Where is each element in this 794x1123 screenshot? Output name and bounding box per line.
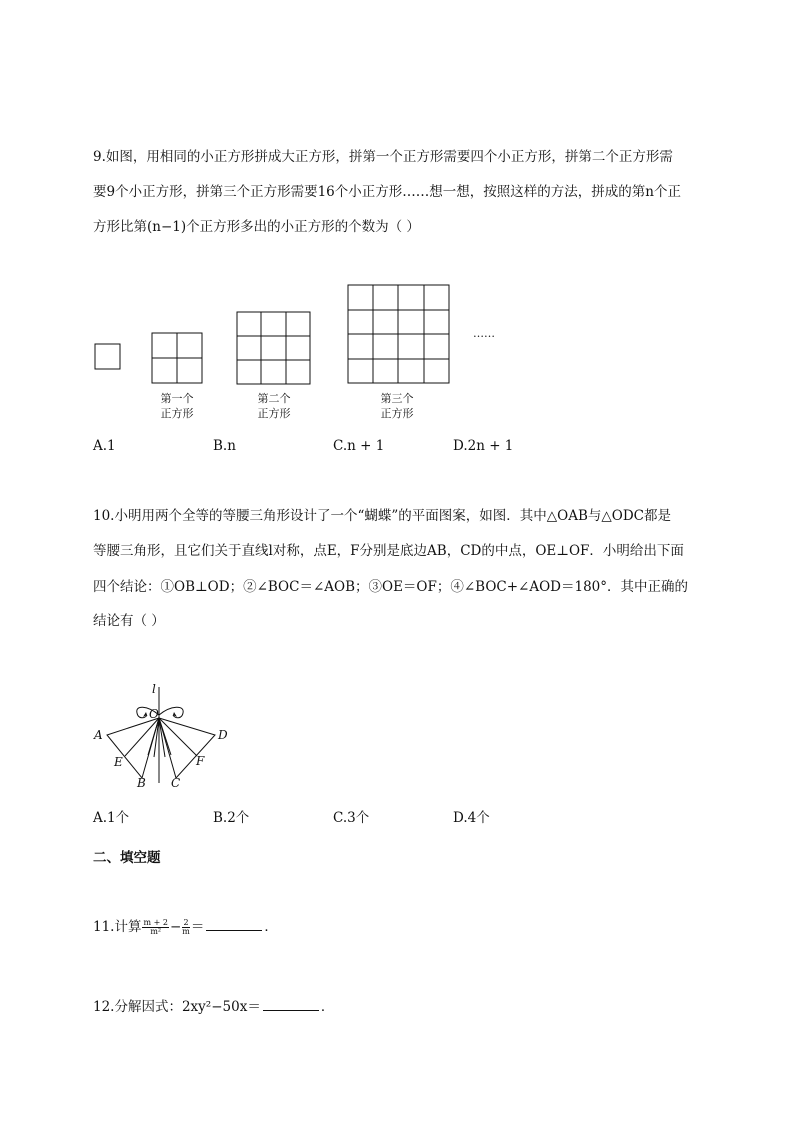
- q12-answer-blank[interactable]: [263, 996, 319, 1011]
- label-D: D: [218, 728, 228, 742]
- label-third-b: 正方形: [380, 407, 414, 420]
- q11-minus: −: [169, 919, 182, 935]
- q11-answer-blank[interactable]: [206, 916, 262, 931]
- label-B: B: [137, 776, 146, 790]
- label-second-b: 正方形: [257, 407, 291, 420]
- q9-option-a: A.1: [93, 438, 116, 454]
- q9-option-c: C.n + 1: [333, 438, 385, 454]
- label-third-a: 第三个: [380, 392, 414, 405]
- label-first-b: 正方形: [160, 407, 194, 420]
- q10-option-d: D.4个: [453, 810, 490, 826]
- label-O: O: [149, 707, 159, 721]
- label-l: l: [152, 682, 156, 696]
- q12-text: 12.分解因式：2xy²−50x＝: [93, 999, 261, 1015]
- q10-option-a: A.1个: [93, 810, 130, 826]
- q9-option-b: B.n: [213, 438, 236, 454]
- q9-squares-figure: [80, 275, 520, 425]
- square-1x1: [95, 344, 120, 369]
- label-first-a: 第一个: [160, 392, 194, 405]
- label-C: C: [171, 776, 181, 790]
- q11-fraction-1: $\frac{m + 2}{\text{m²}}$: [143, 918, 168, 936]
- label-E: E: [114, 755, 123, 769]
- q11-fraction-2: $\frac{2}{m}$: [182, 918, 190, 936]
- q12-end: ．: [320, 999, 335, 1015]
- label-F: F: [196, 754, 205, 768]
- q9-line-3: 方形比第(n−1)个正方形多出的小正方形的个数为（ ）: [93, 219, 420, 235]
- label-second-a: 第二个: [257, 392, 291, 405]
- section-title-fill-in: 二、填空题: [93, 850, 161, 866]
- q10-butterfly-figure: [85, 675, 245, 800]
- q10-line-3: 四个结论：①OB⊥OD；②∠BOC＝∠AOB；③OE＝OF；④∠BOC+∠AOD＝180°．其中正确的: [93, 579, 689, 595]
- q9-option-d: D.2n + 1: [453, 438, 514, 454]
- q10-line-4: 结论有（ ）: [93, 613, 165, 629]
- q10-line-2: 等腰三角形，且它们关于直线l对称，点E，F分别是底边AB，CD的中点，OE⊥OF．小明给出下面: [93, 543, 684, 559]
- q10-option-b: B.2个: [213, 810, 250, 826]
- q11-end: ．: [264, 919, 278, 935]
- q11-line: [93, 916, 278, 936]
- q11-prefix: 11.计算: [93, 919, 142, 935]
- ellipsis: ……: [473, 327, 495, 340]
- q9-line-1: 9.如图，用相同的小正方形拼成大正方形，拼第一个正方形需要四个小正方形，拼第二个正方形需: [93, 149, 673, 165]
- label-A: A: [94, 728, 103, 742]
- q10-line-1: 10.小明用两个全等的等腰三角形设计了一个“蝴蝶”的平面图案，如图．其中△OAB与△ODC都是: [93, 508, 671, 524]
- q11-equals: ＝: [190, 919, 205, 935]
- square-3x3: [237, 312, 310, 384]
- q12-line: [93, 996, 334, 1016]
- q10-option-c: C.3个: [333, 810, 370, 826]
- q9-line-2: 要9个小正方形，拼第三个正方形需要16个小正方形……想一想，按照这样的方法，拼成的第n个正: [93, 184, 681, 200]
